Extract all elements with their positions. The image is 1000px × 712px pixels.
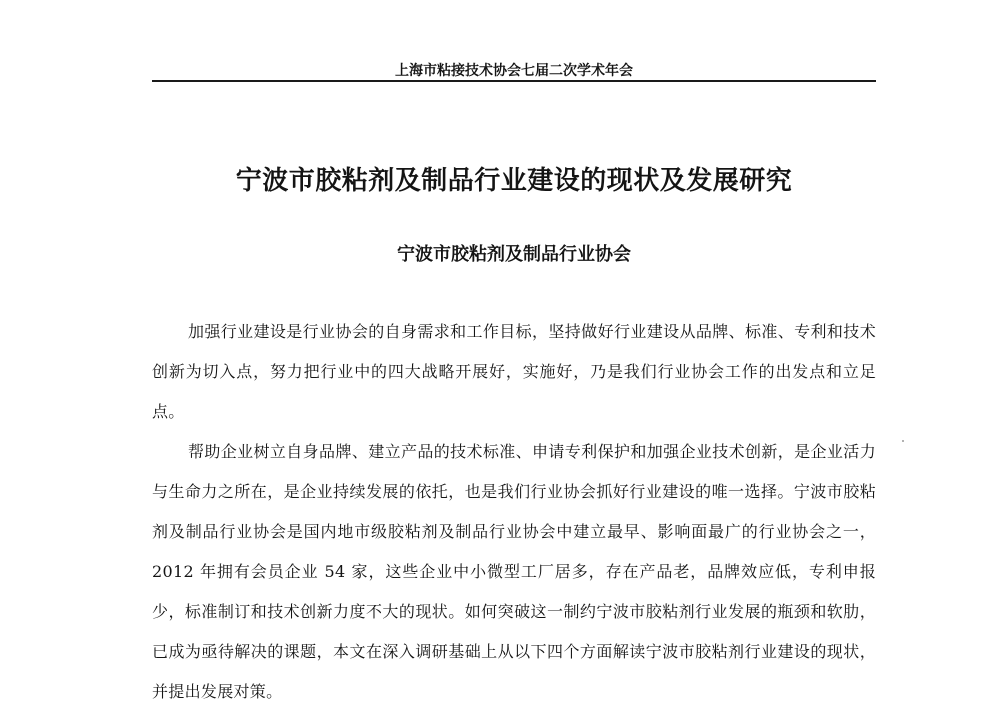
paper-title: 宁波市胶粘剂及制品行业建设的现状及发展研究 bbox=[235, 166, 793, 196]
paragraph-2: 帮助企业树立自身品牌、建立产品的技术标准、申请专利保护和加强企业技术创新，是企业活力与生命力之所在，是企业持续发展的依托，也是我们行业协会抓好行业建设的唯一选择。宁波市胶粘剂及制品行业协会是国内地市级胶粘剂及制品行业协会中建立最早、影响面最广的行业协会之一，2012 年拥有会员企业 54 家，这些企业中小微型工厂居多，存在产品老，品牌效应低，专利申报少，标准制订和技术创新力度不大的现状。如何突破这一制约宁波市胶粘剂行业发展的瓶颈和软肋，已成为亟待解决的课题，本文在深入调研基础上从以下四个方面解读宁波市胶粘剂行业建设的现状，并提出发展对策。 bbox=[152, 442, 876, 701]
running-header: 上海市粘接技术协会七届二次学术年会 bbox=[395, 63, 633, 79]
paragraph-1: 加强行业建设是行业协会的自身需求和工作目标，坚持做好行业建设从品牌、标准、专利和技术创新为切入点，努力把行业中的四大战略开展好，实施好，乃是我们行业协会工作的出发点和立足点。 bbox=[152, 322, 876, 421]
header-divider bbox=[152, 80, 876, 82]
scan-speck bbox=[902, 440, 904, 442]
body-text bbox=[152, 312, 876, 712]
paper-author: 宁波市胶粘剂及制品行业协会 bbox=[397, 244, 631, 265]
